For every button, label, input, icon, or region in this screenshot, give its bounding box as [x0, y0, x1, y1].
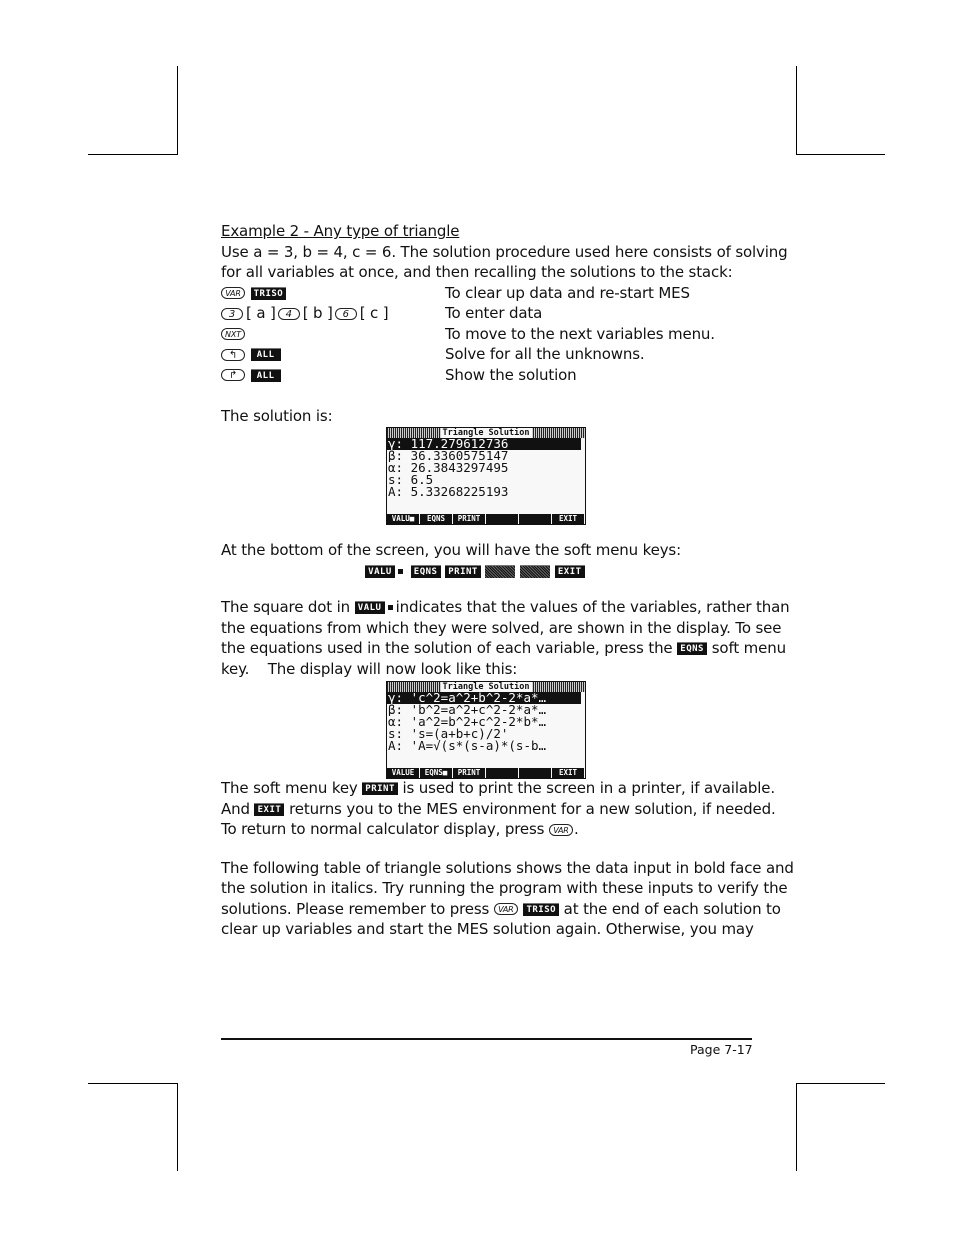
paragraph-line: clear up variables and start the MES solution again. Otherwise, you may	[221, 920, 754, 938]
footer-rule	[221, 1038, 752, 1040]
paragraph-line: solutions. Please remember to press VAR TRISO at the end of each solution to	[221, 899, 781, 918]
calculator-screen-values	[386, 427, 586, 525]
paragraph-line: the equations from which they were solved, are shown in the display. To see	[221, 618, 782, 637]
left-shift-key-icon: ↰	[221, 349, 245, 361]
screen-menu-item	[486, 768, 519, 778]
screen-menu-item: PRINT	[453, 514, 486, 524]
keystroke-description: Show the solution	[445, 365, 577, 384]
digit-key-icon: 4	[278, 308, 300, 320]
screen-menu-item	[519, 514, 552, 524]
crop-mark	[796, 1083, 885, 1084]
screen-title: Triangle Solution	[387, 682, 585, 692]
all-softkey: ALL	[251, 348, 281, 361]
right-shift-key-icon: ↱	[221, 369, 245, 381]
var-key-icon: VAR	[549, 824, 573, 836]
calculator-screen-equations	[386, 681, 586, 779]
exit-softkey: EXIT	[254, 803, 284, 816]
softkey-label: [ c ]	[359, 304, 389, 322]
keystroke-row	[221, 324, 756, 345]
paragraph-line: the solution in italics. Try running the program with these inputs to verify the	[221, 879, 788, 897]
softkeys-sentence: At the bottom of the screen, you will have the soft menu keys:	[221, 541, 681, 559]
softkey-label: [ b ]	[302, 304, 333, 322]
keystroke-row	[221, 283, 756, 304]
softkeys-row	[221, 561, 756, 582]
var-key-icon: VAR	[221, 287, 245, 299]
keystroke-description: To move to the next variables menu.	[445, 324, 715, 343]
exit-softkey: EXIT	[555, 565, 585, 578]
screen-menu-item: EQNS■	[420, 768, 453, 778]
crop-mark	[796, 1083, 797, 1171]
square-dot-icon	[398, 569, 403, 574]
keystroke-description: To enter data	[445, 304, 543, 322]
screen-row: γ: 117.279612736	[387, 438, 581, 450]
paragraph-line: key. The display will now look like this:	[221, 659, 518, 678]
screen-menu-item: PRINT	[453, 768, 486, 778]
valu-softkey: VALU	[355, 601, 385, 614]
screen-title: Triangle Solution	[387, 428, 585, 438]
screen-row: s: 's=(a+b+c)/2'	[388, 728, 509, 740]
valu-softkey: VALU	[365, 565, 395, 578]
triso-softkey: TRISO	[251, 287, 287, 300]
page-body	[221, 221, 788, 426]
screen-menu-item	[486, 514, 519, 524]
page-body-2	[221, 540, 790, 679]
crop-mark	[177, 1083, 178, 1171]
keystroke-description: Solve for all the unknowns.	[445, 345, 645, 363]
crop-mark	[177, 66, 178, 155]
blank-softkey	[520, 565, 550, 578]
crop-mark	[796, 154, 885, 155]
digit-key-icon: 6	[335, 308, 357, 320]
nxt-key-icon: NXT	[221, 328, 245, 340]
square-dot-icon	[388, 605, 393, 610]
screen-row: A: 'A=√(s*(s-a)*(s-b…	[388, 740, 547, 752]
paragraph-line: The soft menu key PRINT is used to print the screen in a printer, if available.	[221, 779, 775, 797]
screen-menu-item: VALUE	[387, 768, 420, 778]
paragraph-line: The following table of triangle solutions shows the data input in bold face and	[221, 858, 794, 877]
digit-key-icon: 3	[221, 308, 243, 320]
blank-softkey	[485, 565, 515, 578]
screen-row: α: 26.3843297495	[388, 462, 509, 474]
screen-menu-item: EXIT	[552, 514, 585, 524]
screen-menu	[387, 514, 585, 524]
paragraph-line: And EXIT returns you to the MES environment for a new solution, if needed.	[221, 799, 776, 818]
screen-menu-item: EXIT	[552, 768, 585, 778]
triso-softkey: TRISO	[523, 903, 559, 916]
crop-mark	[796, 66, 797, 155]
screen-row: β: 36.3360575147	[388, 450, 509, 462]
intro-line: Use a = 3, b = 4, c = 6. The solution procedure used here consists of solving	[221, 242, 788, 261]
paragraph-line: To return to normal calculator display, press VAR .	[221, 820, 579, 838]
section-heading: Example 2 - Any type of triangle	[221, 222, 460, 240]
print-softkey: PRINT	[445, 565, 481, 578]
eqns-softkey: EQNS	[677, 642, 707, 655]
keystroke-row	[221, 303, 756, 324]
paragraph-line: the equations used in the solution of each variable, press the EQNS soft menu	[221, 639, 786, 657]
keystroke-description: To clear up data and re-start MES	[445, 283, 690, 302]
crop-mark	[88, 1083, 177, 1084]
all-softkey: ALL	[251, 369, 281, 382]
page-body-3	[221, 778, 794, 940]
keystroke-row	[221, 344, 756, 365]
screen-row: γ: 'c^2=a^2+b^2-2*a*…	[387, 692, 581, 704]
page-number: Page 7-17	[690, 1042, 753, 1057]
screen-row: s: 6.5	[388, 474, 434, 486]
solution-label: The solution is:	[221, 406, 333, 425]
screen-row: α: 'a^2=b^2+c^2-2*b*…	[388, 716, 547, 728]
paragraph-line: The square dot in VALU indicates that the values of the variables, rather than	[221, 598, 790, 616]
screen-row: A: 5.33268225193	[388, 486, 509, 498]
screen-menu-item: EQNS	[420, 514, 453, 524]
intro-line: for all variables at once, and then recalling the solutions to the stack:	[221, 263, 733, 281]
crop-mark	[88, 154, 177, 155]
screen-menu-item	[519, 768, 552, 778]
keystroke-row	[221, 365, 756, 386]
eqns-softkey: EQNS	[411, 565, 441, 578]
screen-row: β: 'b^2=a^2+c^2-2*a*…	[388, 704, 547, 716]
print-softkey: PRINT	[362, 782, 398, 795]
screen-menu	[387, 768, 585, 778]
softkey-label: [ a ]	[246, 304, 276, 322]
var-key-icon: VAR	[494, 903, 518, 915]
screen-menu-item: VALU■	[387, 514, 420, 524]
